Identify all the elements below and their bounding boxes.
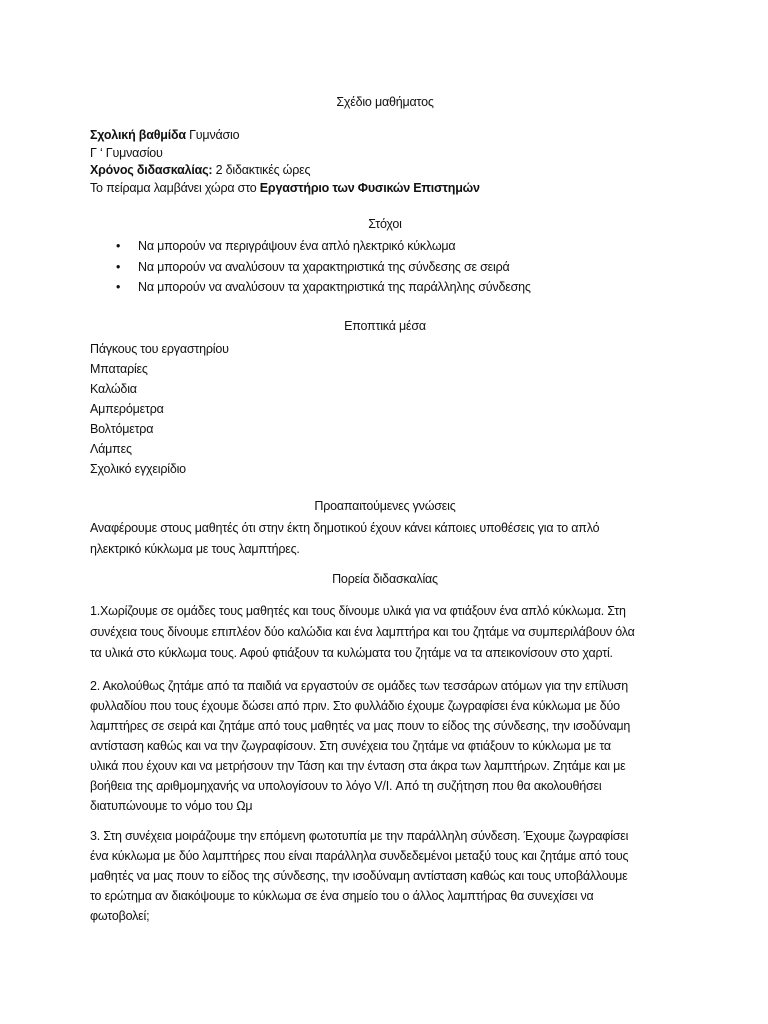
- paragraph-line: 3. Στη συνέχεια μοιράζουμε την επόμενη φωτοτυπία με την παράλληλη σύνδεση. Έχουμε ζωγραφίσει: [90, 829, 629, 843]
- list-item: [90, 257, 531, 278]
- lesson-info: [90, 127, 480, 197]
- paragraph-line: μαθητές να μας πουν το είδος της σύνδεσης, την ισοδύναμη αντίσταση καθώς και τους υποβάλλουμε: [90, 869, 628, 883]
- goal-text: Να μπορούν να αναλύσουν τα χαρακτηριστικά της παράλληλης σύνδεσης: [138, 280, 531, 294]
- paragraph-line: 2. Ακολούθως ζητάμε από τα παιδιά να εργαστούν σε ομάδες των τεσσάρων ατόμων για την επίλυση: [90, 679, 628, 693]
- procedure-step-1: [90, 601, 680, 664]
- list-item: Αμπερόμετρα: [90, 402, 164, 416]
- paragraph-line: αντίσταση καθώς και να την ζωγραφίσουν. Στη συνέχεια του ζητάμε να φτιάξουν το κύκλωμα με τα: [90, 739, 611, 753]
- goal-text: Να μπορούν να αναλύσουν τα χαρακτηριστικά της σύνδεσης σε σειρά: [138, 259, 510, 274]
- paragraph-line: διατυπώνουμε το νόμο του Ωμ: [90, 799, 253, 813]
- prerequisites-paragraph: [90, 518, 680, 560]
- procedure-step-3: [90, 826, 680, 926]
- grade-label: Σχολική βαθμίδα: [90, 128, 186, 142]
- paragraph-line: φυλλαδίου που τους έχουμε δώσει από πριν. Στο φυλλάδιο έχουμε ζωγραφίσει ένα κύκλωμα με δύο: [90, 699, 620, 713]
- paragraph-line: υλικά που έχουν και να μετρήσουν την Τάση και την ένταση στα άκρα των λαμπτήρων. Ζητάμε και με: [90, 759, 626, 773]
- bullet-icon: •: [116, 259, 121, 274]
- list-item: Λάμπες: [90, 442, 132, 456]
- paragraph-line: λαμπτήρες σε σειρά και ζητάμε από τους μαθητές να μας πουν το είδος της σύνδεσης, την ισοδύναμη: [90, 719, 631, 733]
- list-item: Σχολικό εγχειρίδιο: [90, 462, 186, 476]
- bullet-icon: •: [116, 280, 121, 294]
- list-item: Καλώδια: [90, 382, 137, 396]
- bullet-icon: •: [116, 239, 121, 253]
- paragraph-line: ένα κύκλωμα με δύο λαμπτήρες που είναι παράλληλα συνδεδεμένοι μεταξύ τους και ζητάμε από τους: [90, 849, 629, 863]
- procedure-step-2: [90, 676, 680, 816]
- list-item: Βολτόμετρα: [90, 422, 154, 436]
- duration-line: [90, 162, 480, 180]
- location-prefix: Το πείραμα λαμβάνει χώρα στο: [90, 180, 260, 195]
- procedure-heading: Πορεία διδασκαλίας: [332, 572, 438, 586]
- location-line: [90, 180, 480, 198]
- paragraph-line: ηλεκτρικό κύκλωμα με τους λαμπτήρες.: [90, 542, 300, 556]
- list-item: [90, 277, 531, 298]
- paragraph-line: φωτοβολεί;: [90, 909, 150, 923]
- paragraph-line: το ερώτημα αν διακόψουμε το κύκλωμα σε ένα σημείο του ο άλλος λαμπτήρας θα συνεχίσει να: [90, 889, 594, 903]
- goals-list: [90, 236, 531, 298]
- grade-line: [90, 127, 480, 145]
- list-item: [90, 236, 531, 257]
- paragraph-line: τα υλικά στο κύκλωμα τους. Αφού φτιάξουν τα κυλώματα του ζητάμε να τα απεικονίσουν στο χαρτί.: [90, 646, 613, 660]
- document-title: Σχέδιο μαθήματος: [336, 95, 434, 109]
- duration-label: Χρόνος διδασκαλίας:: [90, 163, 213, 177]
- paragraph-line: Αναφέρουμε στους μαθητές ότι στην έκτη δημοτικού έχουν κάνει κάποιες υποθέσεις για το απλό: [90, 521, 600, 535]
- materials-list: [90, 339, 229, 479]
- paragraph-line: συνέχεια τους δίνουμε επιπλέον δύο καλώδια και ένα λαμπτήρα και του ζητάμε να συμπεριλάβουν όλα: [90, 625, 635, 639]
- goal-text: Να μπορούν να περιγράψουν ένα απλό ηλεκτρικό κύκλωμα: [138, 239, 456, 253]
- location-value: Εργαστήριο των Φυσικών Επιστημών: [259, 180, 480, 195]
- prerequisites-heading: Προαπαιτούμενες γνώσεις: [314, 499, 456, 513]
- class-line: Γ ‘ Γυμνασίου: [90, 145, 163, 160]
- paragraph-line: βοήθεια της αριθμομηχανής να υπολογίσουν το λόγο V/I. Από τη συζήτηση που θα ακολουθήσει: [90, 779, 602, 793]
- list-item: Πάγκους του εργαστηρίου: [90, 342, 229, 356]
- duration-value: 2 διδακτικές ώρες: [212, 163, 311, 177]
- list-item: Μπαταρίες: [90, 362, 148, 376]
- grade-value: Γυμνάσιο: [185, 128, 240, 142]
- goals-heading: Στόχοι: [368, 217, 402, 231]
- paragraph-line: 1.Χωρίζουμε σε ομάδες τους μαθητές και τους δίνουμε υλικά για να φτιάξουν ένα απλό κύκλωμα. Στη: [90, 604, 626, 618]
- materials-heading: Εποπτικά μέσα: [344, 319, 426, 333]
